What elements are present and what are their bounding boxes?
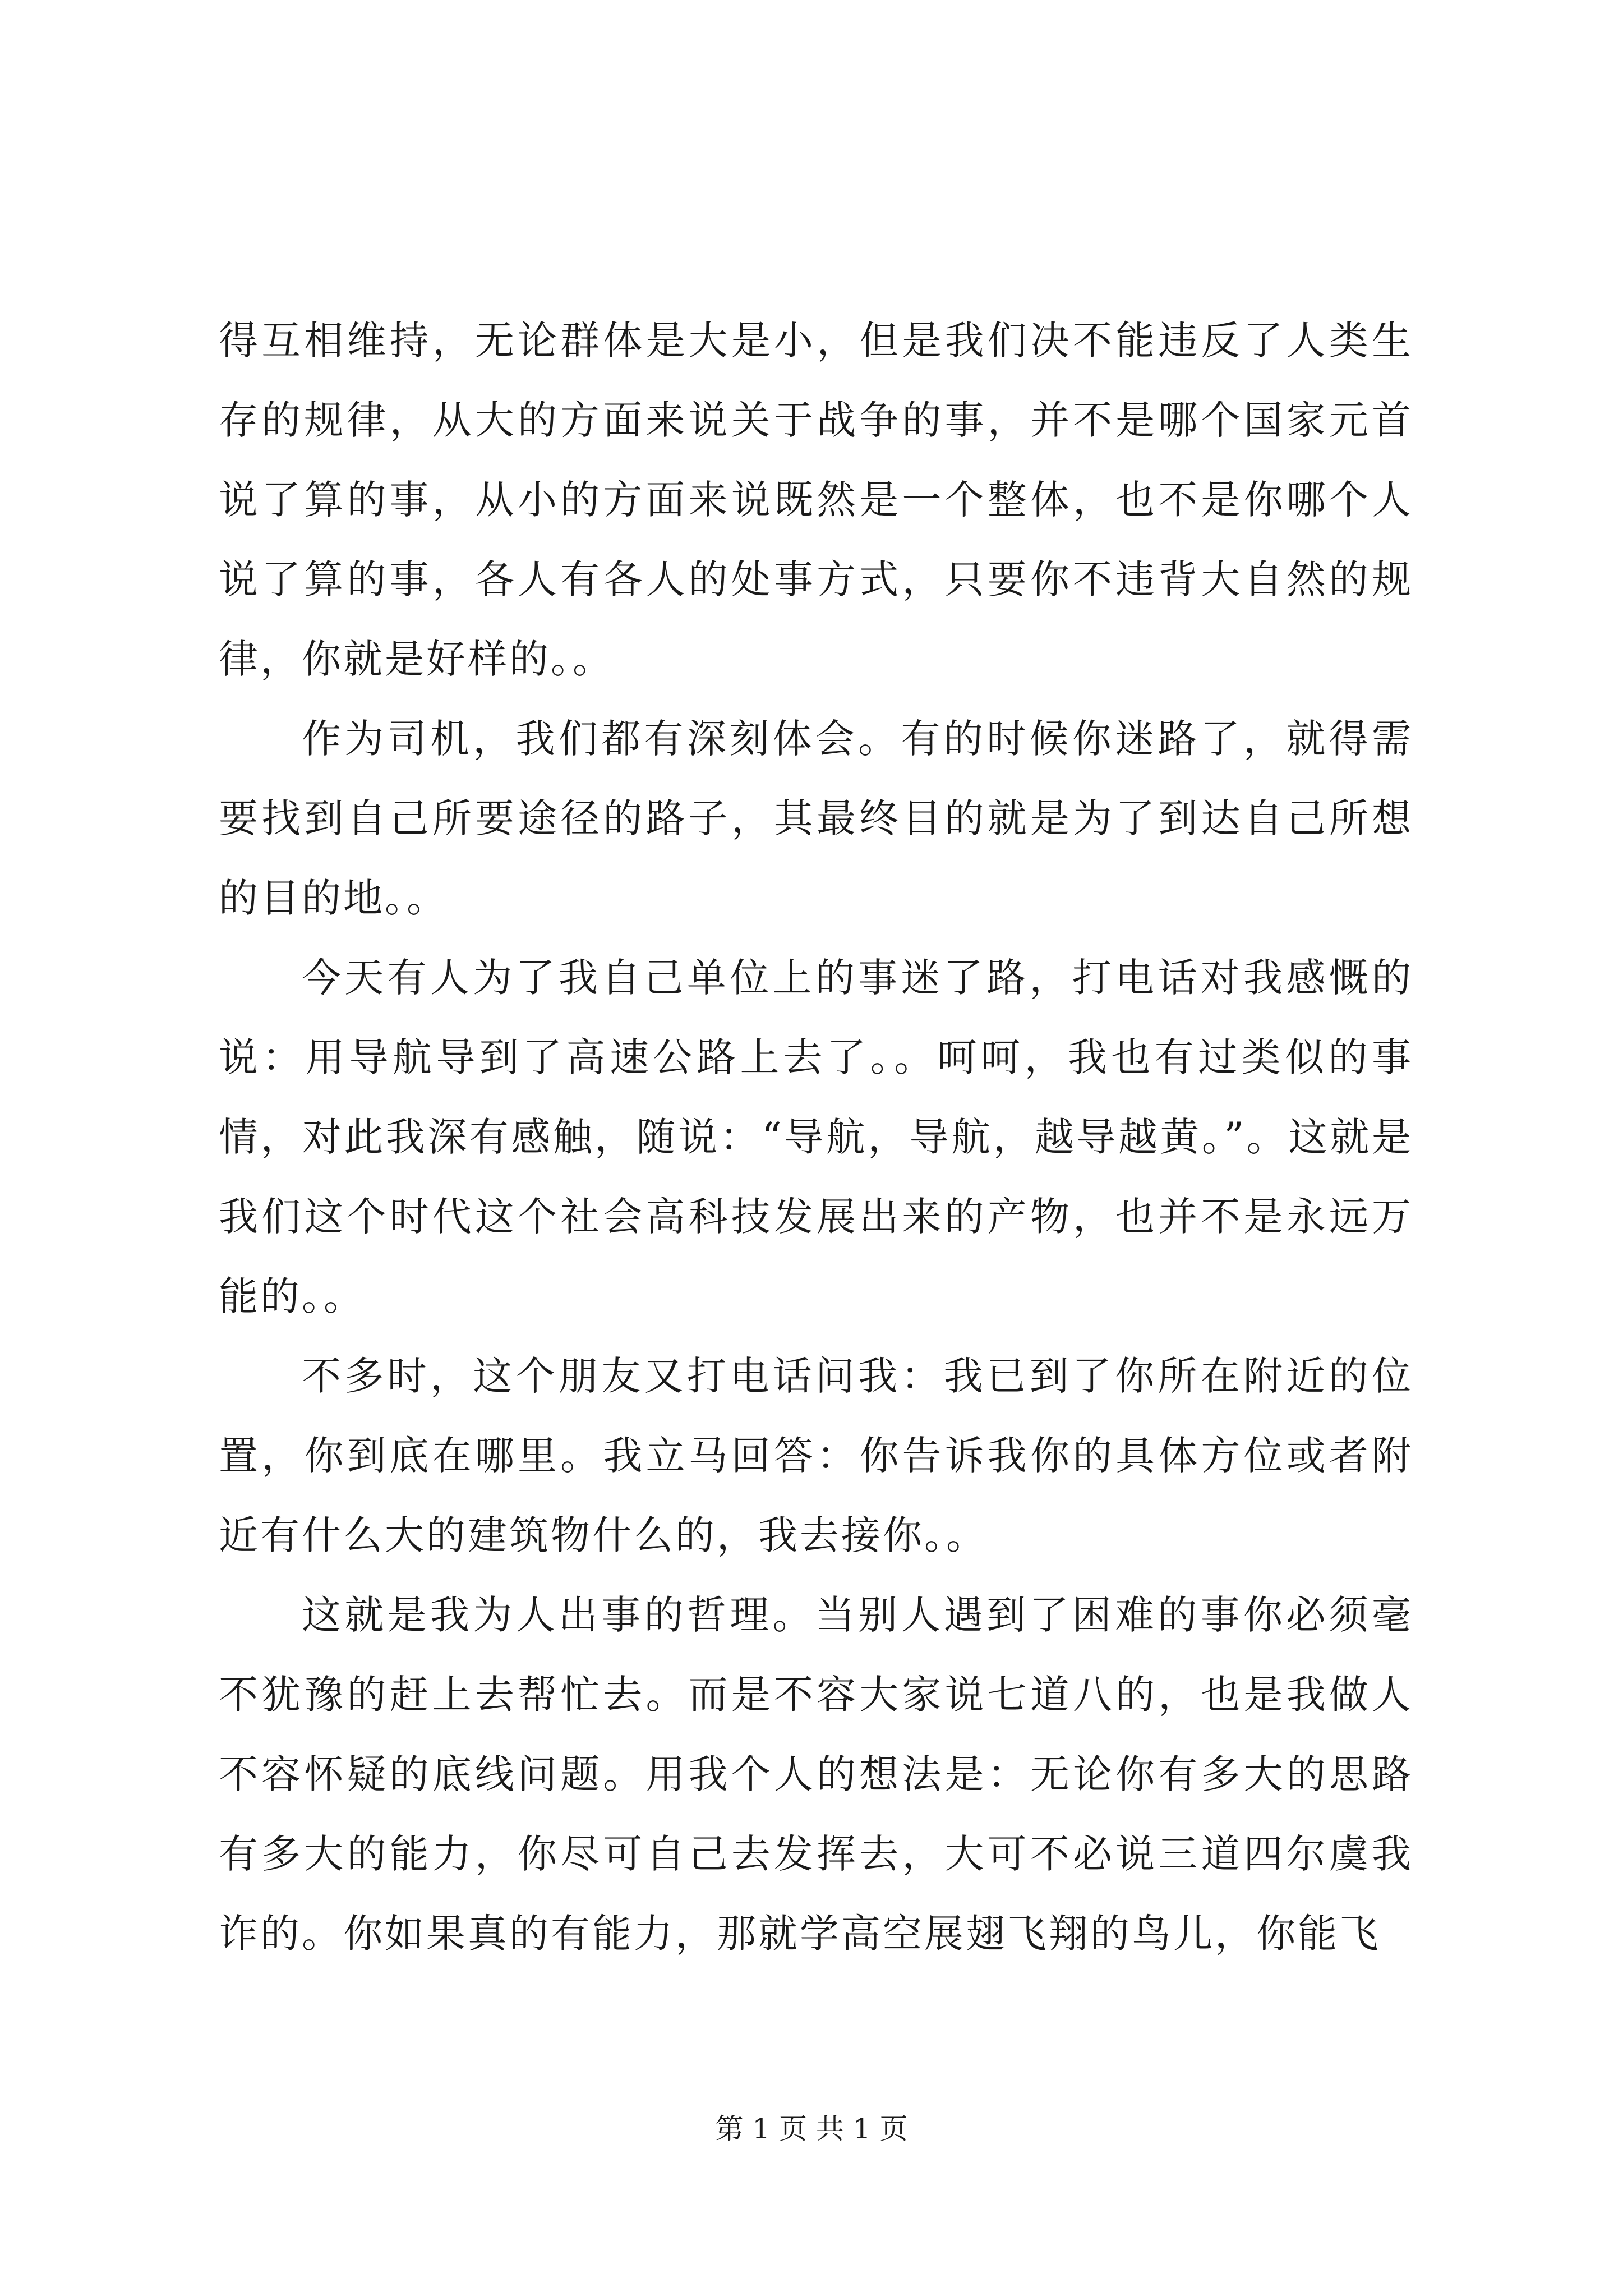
document-body [219, 301, 1413, 1973]
paragraph-1: 得互相维持，无论群体是大是小，但是我们决不能违反了人类生存的规律，从大的方面来说关于战争的事，并不是哪个国家元首说了算的事，从小的方面来说既然是一个整体，也不是你哪个人说了算的事，各人有各人的处事方式，只要你不违背大自然的规律，你就是好样的。。 [219, 318, 1413, 682]
paragraph-4: 不多时，这个朋友又打电话问我：我已到了你所在附近的位置，你到底在哪里。我立马回答：你告诉我你的具体方位或者附近有什么大的建筑物什么的，我去接你。。 [219, 1353, 1413, 1558]
paragraph-2: 作为司机，我们都有深刻体会。有的时候你迷路了，就得需要找到自己所要途径的路子，其最终目的就是为了到达自己所想的目的地。。 [219, 716, 1413, 921]
paragraph-3: 今天有人为了我自己单位上的事迷了路，打电话对我感慨的说：用导航导到了高速公路上去了。。呵呵，我也有过类似的事情，对此我深有感触，随说：“导航，导航，越导越黄。”。这就是我们这个时代这个社会高科技发展出来的产物，也并不是永远万能的。。 [219, 955, 1413, 1319]
page-footer: 第 1 页 共 1 页 [715, 2113, 908, 2145]
paragraph-5: 这就是我为人出事的哲理。当别人遇到了困难的事你必须毫不犹豫的赶上去帮忙去。而是不容大家说七道八的，也是我做人不容怀疑的底线问题。用我个人的想法是：无论你有多大的思路有多大的能力，你尽可自己去发挥去，大可不必说三道四尔虞我诈的。你如果真的有能力，那就学高空展翅飞翔的鸟儿，你能飞 [219, 1592, 1413, 1957]
